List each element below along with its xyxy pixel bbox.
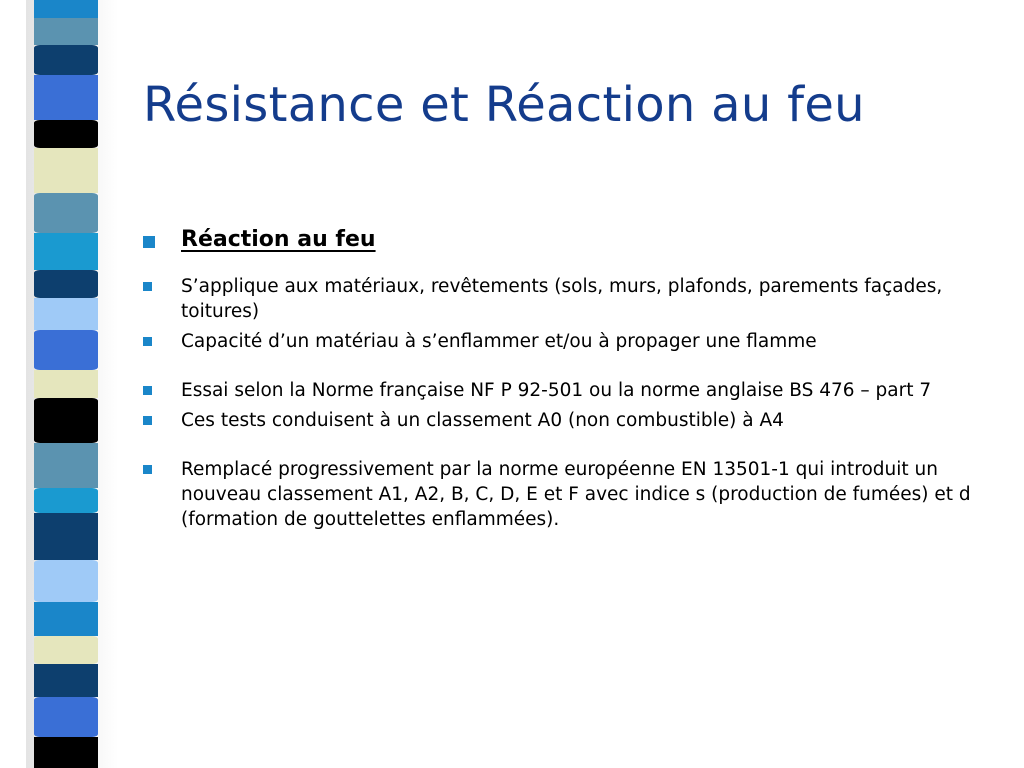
stripe-band xyxy=(34,443,98,488)
stripe-band xyxy=(34,488,98,513)
square-bullet-icon xyxy=(143,236,155,248)
heading-text: Réaction au feu xyxy=(181,227,376,252)
square-bullet-icon xyxy=(143,465,152,474)
bullet-item xyxy=(143,378,1003,403)
stripe-band xyxy=(34,298,98,330)
bullet-item xyxy=(143,329,1003,354)
stripe-band xyxy=(34,75,98,120)
stripe-band xyxy=(34,233,98,270)
square-bullet-icon xyxy=(143,337,152,346)
bullet-text: Essai selon la Norme française NF P 92-501 ou la norme anglaise BS 476 – part 7 xyxy=(181,380,932,401)
bullet-heading xyxy=(143,226,1003,254)
square-bullet-icon xyxy=(143,282,152,291)
bullet-text: Capacité d’un matériau à s’enflammer et/ou à propager une flamme xyxy=(181,331,817,352)
slide-body xyxy=(143,226,1003,537)
stripe-band xyxy=(34,0,98,18)
bullet-text: Remplacé progressivement par la norme européenne EN 13501-1 qui introduit un nouveau classement A1, A2, B, C, D, E et F avec indice s (production de fumées) et d (formation de gouttelettes enflammées). xyxy=(181,459,971,530)
stripe-band xyxy=(34,602,98,636)
bullet-text: Ces tests conduisent à un classement A0 (non combustible) à A4 xyxy=(181,410,784,431)
stripe-band xyxy=(34,120,98,148)
stripe-band xyxy=(34,18,98,45)
square-bullet-icon xyxy=(143,386,152,395)
stripe-band xyxy=(34,636,98,664)
square-bullet-icon xyxy=(143,416,152,425)
stripe-band xyxy=(34,513,98,560)
bullet-item xyxy=(143,408,1003,433)
stripe-band xyxy=(34,697,98,737)
bullet-text: S’applique aux matériaux, revêtements (sols, murs, plafonds, parements façades, toitures) xyxy=(181,276,943,322)
stripe-band xyxy=(34,737,98,768)
stripe-band xyxy=(34,370,98,398)
stripe-band xyxy=(34,664,98,697)
stripe-band xyxy=(34,270,98,298)
stripe-band xyxy=(34,193,98,233)
decorative-stripe xyxy=(34,0,98,768)
stripe-band xyxy=(34,330,98,370)
bullet-item xyxy=(143,274,1003,324)
stripe-band xyxy=(34,560,98,602)
stripe-band xyxy=(34,398,98,443)
stripe-band xyxy=(34,45,98,75)
stripe-band xyxy=(34,148,98,193)
bullet-item xyxy=(143,457,1003,532)
slide-title: Résistance et Réaction au feu xyxy=(143,77,865,133)
